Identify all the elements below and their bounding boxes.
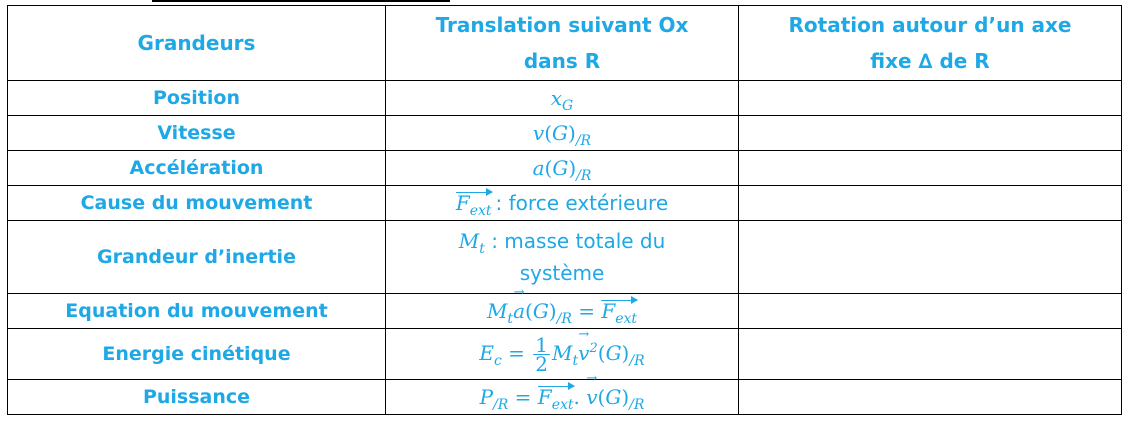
table-row (8, 380, 1122, 415)
header-row (8, 6, 1122, 81)
translation-cell: $P_{/R} = F_{ext}$. $v \to(G)_{/R}$ (386, 380, 739, 415)
translation-cell: $v(G)_{/R}$ (386, 116, 739, 151)
row-label: Position (8, 81, 386, 116)
table-row (8, 151, 1122, 186)
row-label: Energie cinétique (8, 329, 386, 380)
comparison-table (7, 5, 1122, 415)
row-label: Vitesse (8, 116, 386, 151)
table-row (8, 186, 1122, 221)
translation-cell: $F_{ext}$ : force extérieure (386, 186, 739, 221)
rotation-cell (739, 329, 1122, 380)
rotation-cell (739, 116, 1122, 151)
rotation-cell (739, 81, 1122, 116)
rotation-cell (739, 151, 1122, 186)
row-label: Accélération (8, 151, 386, 186)
rotation-cell (739, 294, 1122, 329)
table-row (8, 81, 1122, 116)
translation-cell: $x_G$ (386, 81, 739, 116)
row-label: Cause du mouvement (8, 186, 386, 221)
header-rotation: Rotation autour d’un axe fixe ∆ de R (739, 6, 1122, 81)
translation-cell: $E_c$ = $\frac{1}{2}$ $M_tv \to^2(G)_{/R}$ (386, 329, 739, 380)
row-label: Grandeur d’inertie (8, 221, 386, 294)
row-label: Puissance (8, 380, 386, 415)
table-row (8, 329, 1122, 380)
translation-cell: $M_ta \to(G)_{/R} = F_{ext}$ (386, 294, 739, 329)
header-translation: Translation suivant Ox dans R (386, 6, 739, 81)
translation-cell: $M_t$ : masse totale du système (386, 221, 739, 294)
top-underline (152, 0, 450, 2)
rotation-cell (739, 221, 1122, 294)
row-label: Equation du mouvement (8, 294, 386, 329)
table-row (8, 116, 1122, 151)
table-row (8, 221, 1122, 294)
rotation-cell (739, 380, 1122, 415)
table-row (8, 294, 1122, 329)
rotation-cell (739, 186, 1122, 221)
header-grandeurs: Grandeurs (8, 6, 386, 81)
translation-cell: $a(G)_{/R}$ (386, 151, 739, 186)
